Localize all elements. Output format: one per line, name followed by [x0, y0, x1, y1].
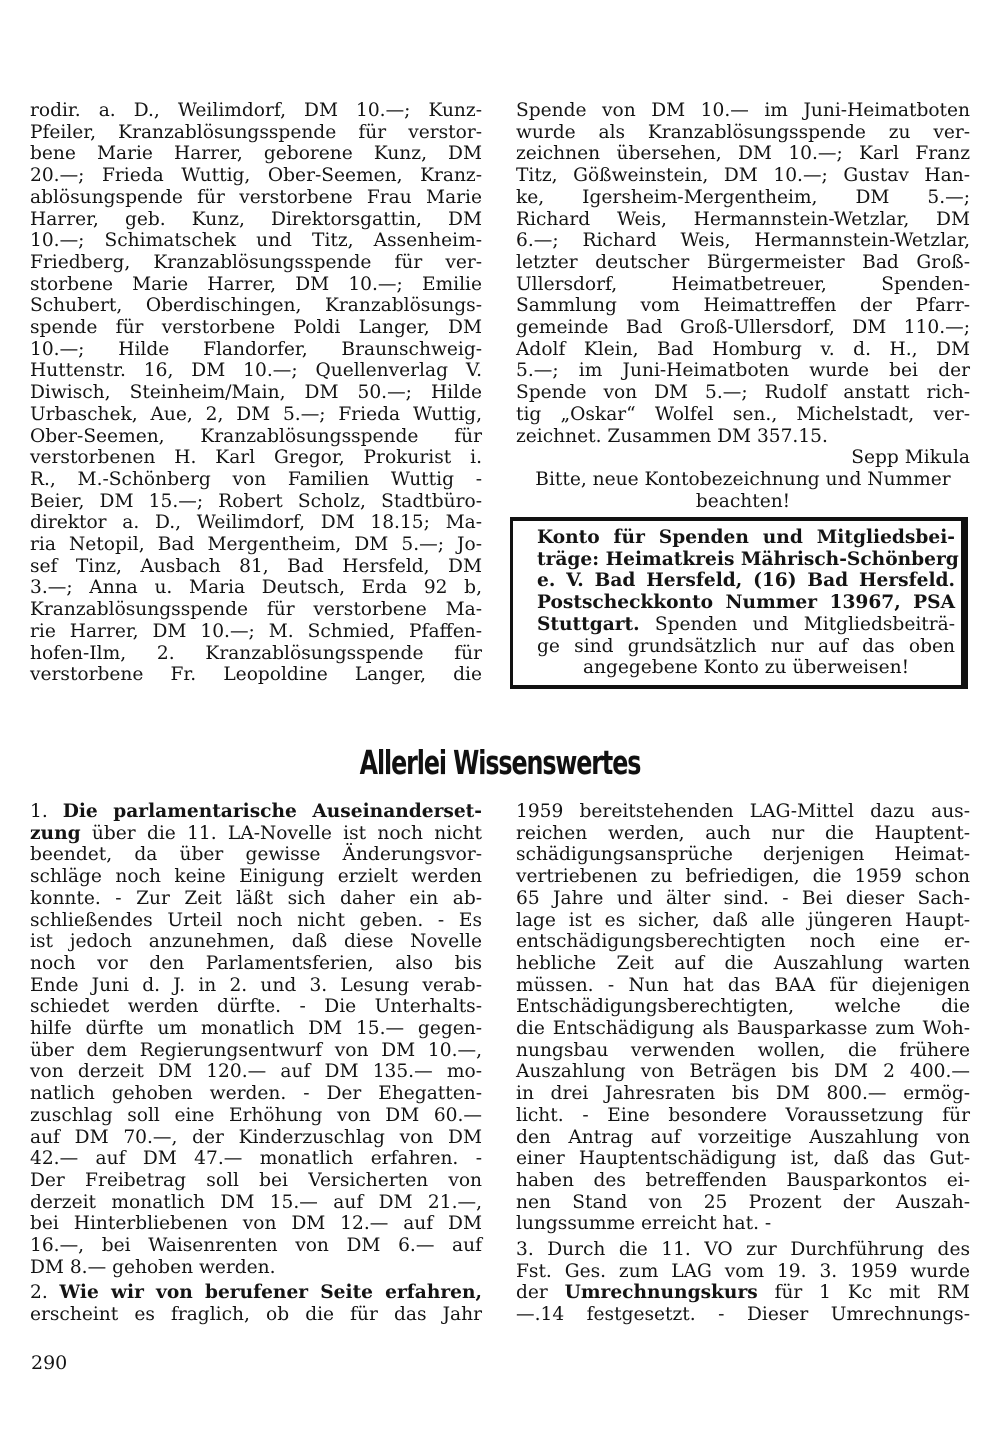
text-line: [537, 592, 955, 614]
text-line: verstorbene Fr. Leopoldine Langer, die: [30, 664, 482, 686]
text-line: beendet, da über gewisse Änderungsvor-: [30, 844, 482, 866]
text-line: 1959 bereitstehenden LAG-Mittel dazu aus-: [516, 801, 970, 822]
text-line: ist jedoch anzunehmen, daß diese Novelle: [30, 931, 482, 953]
text-line: schiedet werden dürfte. - Die Unterhalts-: [30, 996, 482, 1018]
text-line: 3.—; Anna u. Maria Deutsch, Erda 92 b,: [30, 577, 482, 599]
text-line: die Entschädigung als Bausparkasse zum Woh-: [516, 1018, 970, 1040]
text-line: direktor a. D., Weilimdorf, DM 18.15; Ma-: [30, 512, 482, 534]
text-line: 65 Jahre und älter sind. - Bei dieser Sach-: [516, 887, 970, 909]
text-line: gemeinde Bad Groß-Ullersdorf, DM 110.—;: [516, 317, 970, 339]
text-line: einer Hauptentschädigung ist, daß das Gut-: [516, 1148, 970, 1170]
text-line: nungsbau verwenden wollen, die frühere: [516, 1039, 970, 1061]
text-line: [537, 614, 955, 636]
text-line: 42.— auf DM 47.— monatlich erfahren. -: [30, 1148, 482, 1170]
text-line: ge sind grundsätzlich nur auf das oben: [537, 635, 955, 657]
plain-text: Spenden und Mitgliedsbeiträ-: [639, 613, 955, 635]
text-line: konnte. - Zur Zeit läßt sich daher ein ab-: [30, 887, 482, 909]
account-info-box: [510, 517, 968, 689]
bold-text: zung: [30, 822, 81, 844]
bold-text: Konto für Spenden und Mitgliedsbei-: [537, 527, 955, 548]
text-line: Ober-Seemen, Kranzablösungsspende für: [30, 425, 482, 447]
text-line: entschädigungsberechtigten noch eine er-: [516, 931, 970, 953]
section-heading: Allerlei Wissenswertes: [359, 743, 641, 782]
bold-text: Wie wir von berufener Seite erfahren,: [59, 1282, 482, 1304]
text-line: 3. Durch die 11. VO zur Durchführung des: [516, 1239, 970, 1261]
text-line: verstorbenen H. Karl Gregor, Prokurist i.: [30, 447, 482, 469]
bold-text: träge: Heimatkreis Mährisch-Schönberg: [537, 548, 959, 570]
text-line: rodir. a. D., Weilimdorf, DM 10.—; Kunz-: [30, 100, 482, 121]
text-line: Richard Weis, Hermannstein-Wetzlar, DM: [516, 208, 970, 230]
text-line: lungssumme erreicht hat. -: [516, 1213, 772, 1235]
text-line: 20.—; Frieda Wuttig, Ober-Seemen, Kranz-: [30, 165, 482, 187]
text-line: licht. - Eine besondere Voraussetzung für: [516, 1104, 970, 1126]
text-line: Friedberg, Kranzablösungsspende für ver-: [30, 251, 482, 273]
text-line: hebliche Zeit auf die Auszahlung warten: [516, 952, 970, 974]
text-line: vertriebenen zu befriedigen, die 1959 schon: [516, 866, 970, 888]
text-line: von derzeit DM 120.— auf DM 135.— mo-: [30, 1061, 482, 1083]
text-line: Schubert, Oberdischingen, Kranzablösungs-: [30, 295, 482, 317]
signature: Sepp Mikula: [851, 447, 970, 469]
text-line: schädigungsansprüche derjenigen Heimat-: [516, 844, 970, 866]
text-line: auf DM 70.—, der Kinderzuschlag von DM: [30, 1126, 482, 1148]
text-line: Urbaschek, Aue, 2, DM 5.—; Frieda Wuttig,: [30, 403, 482, 425]
text-line: ablösungspende für verstorbene Frau Marie: [30, 186, 482, 208]
text-line: haben des betreffenden Bausparkontos ei-: [516, 1169, 970, 1191]
bold-text: Umrechnungskurs: [564, 1282, 758, 1304]
notice-line: Bitte, neue Kontobezeichnung und Nummer: [535, 468, 951, 490]
bold-text: Stuttgart.: [537, 613, 640, 635]
text-line: ke, Igersheim-Mergentheim, DM 5.—;: [516, 186, 970, 208]
text-line: Beier, DM 15.—; Robert Scholz, Stadtbüro-: [30, 490, 482, 512]
text-line: bene Marie Harrer, geborene Kunz, DM: [30, 143, 482, 165]
text-line: Fst. Ges. zum LAG vom 19. 3. 1959 wurde: [516, 1260, 970, 1282]
text-line: spende für verstorbene Poldi Langer, DM: [30, 317, 482, 339]
text-line: schläge noch keine Einigung erzielt werden: [30, 866, 482, 888]
text-line: 10.—; Hilde Flandorfer, Braunschweig-: [30, 338, 482, 360]
text-line: erscheint es fraglich, ob die für das Jahr: [30, 1304, 482, 1326]
text-line: noch vor den Parlamentsferien, also bis: [30, 952, 482, 974]
item-number: 1.: [30, 801, 48, 822]
text-line: über dem Regierungsentwurf von DM 10.—,: [30, 1039, 482, 1061]
text-line: hofen-Ilm, 2. Kranzablösungsspende für: [30, 642, 482, 664]
text-line: hilfe dürfte um monatlich DM 15.— gegen-: [30, 1018, 482, 1040]
text-line: Entschädigungsberechtigten, welche die: [516, 996, 970, 1018]
text-line: müssen. - Nun hat das BAA für diejenigen: [516, 974, 970, 996]
text-line: Titz, Gößweinstein, DM 10.—; Gustav Han-: [516, 165, 970, 187]
text-line: letzter deutscher Bürgermeister Bad Groß-: [516, 251, 970, 273]
text-line: bei Hinterbliebenen von DM 12.— auf DM: [30, 1213, 482, 1235]
text-line: storbene Marie Harrer, DM 10.—; Emilie: [30, 273, 482, 295]
bold-text: Postscheckkonto Nummer 13967, PSA: [537, 592, 955, 614]
text-line: Adolf Klein, Bad Homburg v. d. H., DM: [516, 338, 970, 360]
plain-text: der: [516, 1282, 565, 1304]
text-line: [30, 823, 482, 845]
plain-text: über die 11. LA-Novelle ist noch nicht: [80, 822, 482, 844]
text-line: angegebene Konto zu überweisen!: [582, 657, 910, 679]
page-number: 290: [31, 1352, 68, 1374]
text-line: [30, 801, 482, 823]
text-line: Ullersdorf, Heimatbetreuer, Spenden-: [516, 273, 970, 295]
plain-text: für 1 Kc mit RM: [757, 1282, 970, 1304]
text-line: nen Stand von 25 Prozent der Auszah-: [516, 1191, 970, 1213]
text-line: zeichnet. Zusammen DM 357.15.: [516, 425, 828, 447]
bottom-right-column: [516, 801, 970, 1326]
text-line: [516, 1282, 970, 1304]
text-line: 16.—, bei Waisenrenten von DM 6.— auf: [30, 1235, 482, 1257]
text-line: schließendes Urteil noch nicht geben. - Es: [30, 909, 482, 931]
text-line: [30, 1282, 482, 1304]
text-line: ria Netopil, Bad Mergentheim, DM 5.—; Jo-: [30, 534, 482, 556]
text-line: Kranzablösungsspende für verstorbene Ma-: [30, 599, 482, 621]
bottom-left-column: [30, 801, 482, 1326]
text-line: sef Tinz, Ausbach 81, Bad Hersfeld, DM: [30, 555, 482, 577]
item-number: 2.: [30, 1282, 48, 1304]
text-line: lage ist es sicher, daß alle jüngeren Haupt-: [516, 909, 970, 931]
text-line: Spende von DM 5.—; Rudolf anstatt rich-: [516, 382, 970, 404]
text-line: Diwisch, Steinheim/Main, DM 50.—; Hilde: [30, 382, 482, 404]
text-line: R., M.-Schönberg von Familien Wuttig -: [30, 468, 482, 490]
text-line: Harrer, geb. Kunz, Direktorsgattin, DM: [30, 208, 482, 230]
text-line: DM 8.— gehoben werden.: [30, 1256, 276, 1278]
text-line: Auszahlung von Beträgen bis DM 2 400.—: [516, 1061, 970, 1083]
text-line: Sammlung vom Heimattreffen der Pfarr-: [516, 295, 970, 317]
text-line: [537, 527, 955, 549]
bold-text: Die parlamentarische Auseinanderset-: [62, 801, 482, 822]
account-info-text: [537, 527, 959, 679]
text-line: Spende von DM 10.— im Juni-Heimatboten: [516, 100, 970, 121]
top-left-column: [30, 100, 482, 686]
text-line: in drei Jahresraten bis DM 800.— ermög-: [516, 1083, 970, 1105]
text-line: 10.—; Schimatschek und Titz, Assenheim-: [30, 230, 482, 252]
text-line: 6.—; Richard Weis, Hermannstein-Wetzlar,: [516, 230, 970, 252]
top-right-column: [516, 100, 970, 512]
text-line: Ende Juni d. J. in 2. und 3. Lesung verab-: [30, 974, 482, 996]
text-line: tig „Oskar“ Wolfel sen., Michelstadt, ver-: [516, 403, 970, 425]
text-line: reichen werden, auch nur die Hauptent-: [516, 822, 970, 844]
bold-text: e. V. Bad Hersfeld, (16) Bad Hersfeld.: [537, 570, 955, 592]
text-line: Huttenstr. 16, DM 10.—; Quellenverlag V.: [30, 360, 482, 382]
text-line: —.14 festgesetzt. - Dieser Umrechnungs-: [516, 1304, 970, 1326]
text-line: wurde als Kranzablösungsspende zu ver-: [516, 121, 970, 143]
notice-line: beachten!: [695, 490, 791, 512]
text-line: derzeit monatlich DM 15.— auf DM 21.—,: [30, 1191, 482, 1213]
text-line: den Antrag auf vorzeitige Auszahlung von: [516, 1126, 970, 1148]
text-line: zeichnen übersehen, DM 10.—; Karl Franz: [516, 143, 970, 165]
text-line: Pfeiler, Kranzablösungsspende für verstor-: [30, 121, 482, 143]
text-line: zuschlag soll eine Erhöhung von DM 60.—: [30, 1104, 482, 1126]
text-line: [537, 548, 959, 571]
text-line: rie Harrer, DM 10.—; M. Schmied, Pfaffen-: [30, 620, 482, 642]
text-line: [537, 570, 955, 592]
text-line: natlich gehoben werden. - Der Ehegatten-: [30, 1083, 482, 1105]
text-line: Der Freibetrag soll bei Versicherten von: [30, 1169, 482, 1191]
text-line: 5.—; im Juni-Heimatboten wurde bei der: [516, 360, 970, 382]
